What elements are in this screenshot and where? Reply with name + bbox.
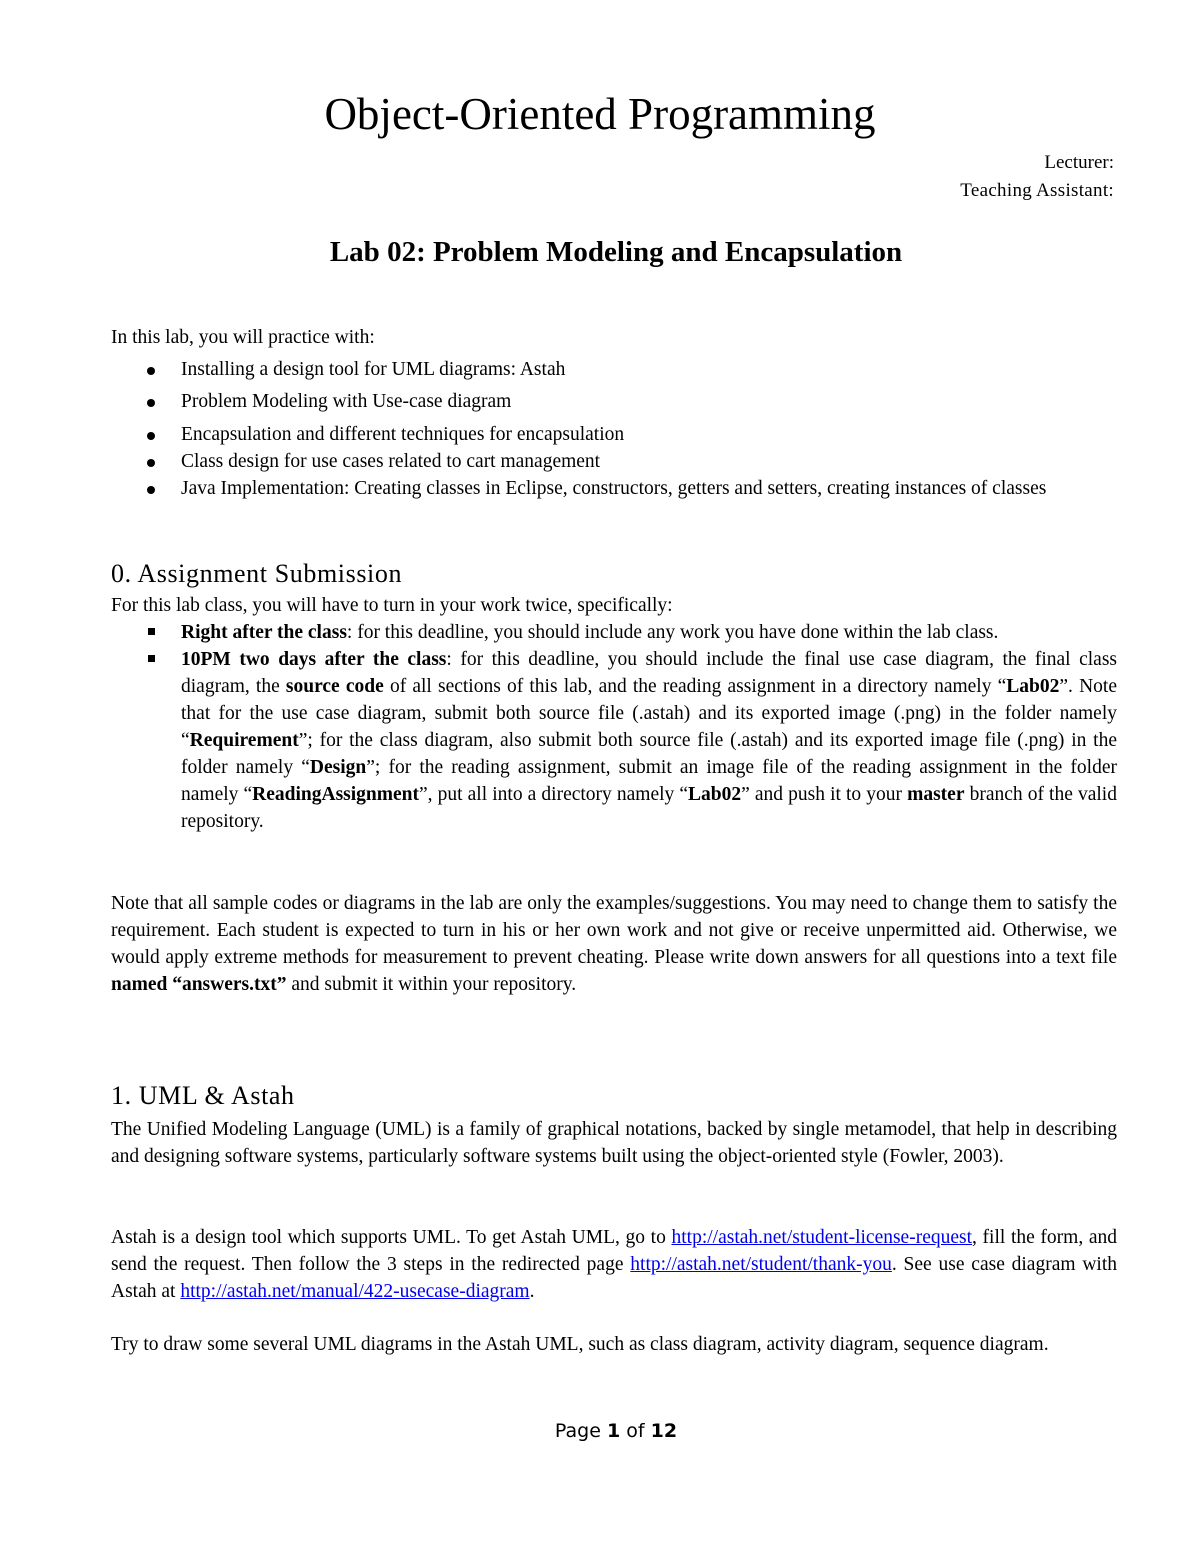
list-item <box>111 388 1117 415</box>
design-term: Design <box>309 757 367 778</box>
submission-note <box>111 890 1117 998</box>
uml-paragraph: The Unified Modeling Language (UML) is a family of graphical notations, backed by single metamodel, that help in describing and designing software systems, particularly software systems built using the object-oriented style (Fowler, 2003). <box>111 1119 1117 1167</box>
bullet-icon <box>147 432 155 440</box>
page-word: Page <box>554 1420 601 1442</box>
deadline-2-text: ” and push it to your <box>741 784 908 805</box>
page-footer <box>0 1418 1200 1444</box>
try-paragraph: Try to draw some several UML diagrams in the Astah UML, such as class diagram, activity diagram, sequence diagram. <box>111 1334 1049 1355</box>
lab-title: Lab 02: Problem Modeling and Encapsulation <box>329 236 903 268</box>
bullet-icon <box>147 367 155 375</box>
deadline-1-text: : for this deadline, you should include any work you have done within the lab class. <box>346 622 999 643</box>
list-item <box>111 619 1117 646</box>
deadline-2-text: ”; for the reading assignment, submit an image file of the reading assignment in the folder namely “ <box>181 757 1117 805</box>
paragraph-text: . <box>529 1281 535 1302</box>
square-bullet-icon <box>148 628 155 635</box>
list-item-text: Java Implementation: Creating classes in Eclipse, constructors, getters and setters, creating instances of classes <box>181 478 1047 499</box>
lab02-term: Lab02 <box>688 784 742 805</box>
list-item-text: Installing a design tool for UML diagrams: Astah <box>181 359 566 380</box>
reading-assignment-term: ReadingAssignment <box>252 784 420 805</box>
deadline-1-label: Right after the class <box>181 622 347 643</box>
section-heading-uml: 1. UML & Astah <box>111 1081 295 1110</box>
master-term: master <box>907 784 965 805</box>
document-title: Object-Oriented Programming <box>324 89 876 139</box>
list-item-text: Class design for use cases related to cart management <box>181 451 601 472</box>
intro-lead: In this lab, you will practice with: <box>111 327 375 348</box>
square-bullet-icon <box>148 655 155 662</box>
list-item-text: Problem Modeling with Use-case diagram <box>181 391 512 412</box>
page-total: 12 <box>650 1420 678 1442</box>
of-word: of <box>626 1420 645 1442</box>
list-item <box>111 421 1117 448</box>
source-code-term: source code <box>285 676 384 697</box>
deadline-2-label: 10PM two days after the class <box>181 649 447 670</box>
deadline-2-text: branch of the valid repository. <box>181 784 1117 832</box>
deadline-2-text: ”. Note that for the use case diagram, submit both source file (.astah) and its exported image (.png) in the folder namely “ <box>181 676 1118 751</box>
paragraph-text: Astah is a design tool which supports UML. To get Astah UML, go to <box>111 1227 672 1248</box>
bullet-icon <box>147 459 155 467</box>
list-item <box>111 475 1117 502</box>
lab02-term: Lab02 <box>1006 676 1060 697</box>
intro-list <box>111 356 1117 502</box>
deadline-2-text: of all sections of this lab, and the reading assignment in a directory namely “ <box>383 676 1007 697</box>
list-item <box>111 646 1117 835</box>
list-item-text: Encapsulation and different techniques for encapsulation <box>181 424 625 445</box>
note-text: Note that all sample codes or diagrams in the lab are only the examples/suggestions. You may need to change them to satisfy the requirement. Each student is expected to turn in his or her own work and not give or receive unpermitted aid. Otherwise, we would apply extreme methods for measurement to prevent cheating. Please write down answers for all questions into a text file <box>111 893 1117 968</box>
deadline-2-text: ”; for the class diagram, also submit both source file (.astah) and its exported image file (.png) in the folder namely “ <box>181 730 1117 778</box>
usecase-manual-link[interactable]: http://astah.net/manual/422-usecase-diagram <box>180 1281 530 1302</box>
thank-you-link[interactable]: http://astah.net/student/thank-you <box>630 1254 892 1275</box>
bullet-icon <box>147 486 155 494</box>
deadline-2-text: : for this deadline, you should include the final use case diagram, the final class diagram, the <box>181 649 1117 697</box>
submission-lead: For this lab class, you will have to turn in your work twice, specifically: <box>111 595 673 616</box>
lecturer-label: Lecturer: <box>1044 152 1114 173</box>
note-text: and submit it within your repository. <box>286 974 577 995</box>
submission-list <box>111 619 1117 835</box>
paragraph-text: , fill the form, and send the request. Then follow the 3 steps in the redirected page <box>111 1227 1117 1275</box>
student-license-link[interactable]: http://astah.net/student-license-request <box>671 1227 973 1248</box>
requirement-term: Requirement <box>189 730 299 751</box>
bullet-icon <box>147 399 155 407</box>
answers-file-term: named “answers.txt” <box>111 974 287 995</box>
teaching-assistant-label: Teaching Assistant: <box>960 180 1114 201</box>
paragraph-text: . See use case diagram with Astah at <box>111 1254 1117 1302</box>
astah-paragraph <box>111 1224 1117 1305</box>
deadline-2-text: ”, put all into a directory namely “ <box>419 784 689 805</box>
section-heading-submission: 0. Assignment Submission <box>111 559 403 588</box>
list-item <box>111 356 1117 383</box>
list-item <box>111 448 1117 475</box>
page-number: 1 <box>606 1420 621 1442</box>
